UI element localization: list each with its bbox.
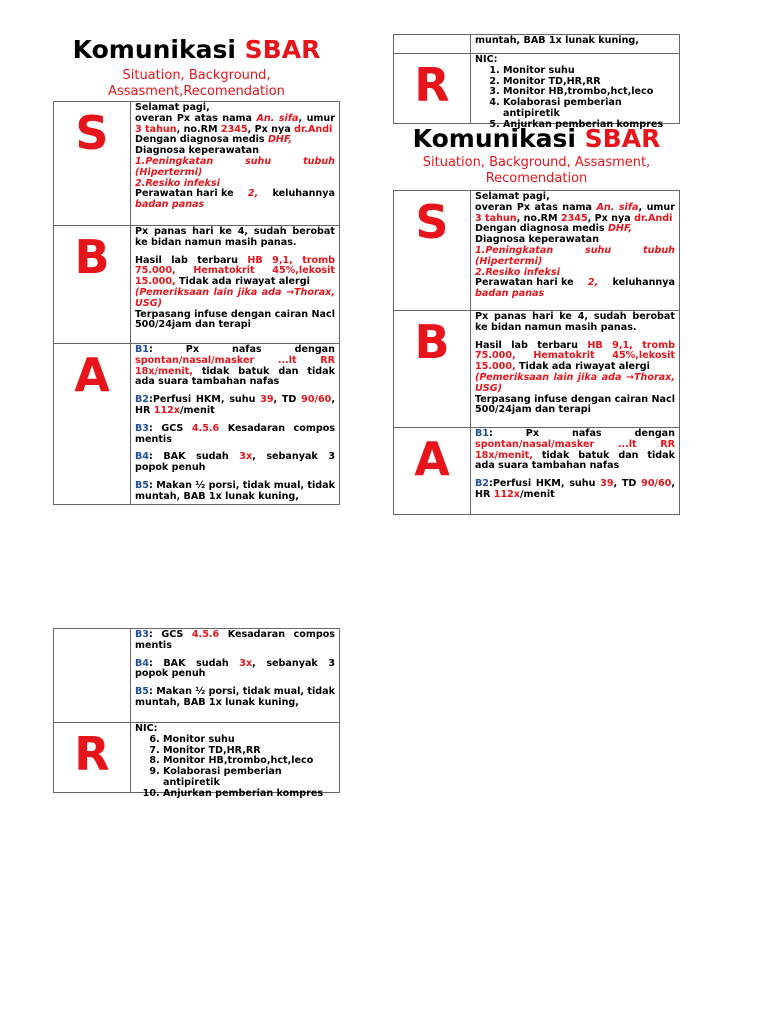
nic-item: 6. Monitor suhu: [163, 735, 335, 746]
nic-item: 4. Kolaborasi pemberian antipiretik: [503, 98, 675, 120]
assessment-tail-content: [471, 35, 679, 53]
nic-item: 1. Monitor suhu: [503, 66, 675, 77]
title-accent: SBAR: [244, 35, 321, 64]
b1-red: spontan/nasal/masker ...lt RR: [475, 438, 675, 450]
background-row: [394, 311, 680, 428]
recommendation-row: [394, 54, 680, 124]
letter-s: S: [75, 106, 109, 160]
background-content: [471, 311, 679, 427]
exam: (Pemeriksaan lain jika ada →Thorax, USG): [475, 371, 675, 394]
letter-cell: [54, 344, 131, 505]
title-accent: SBAR: [584, 124, 661, 153]
assessment-cont-row: [54, 629, 340, 723]
assessment-cell: [471, 428, 680, 515]
history: Px panas hari ke 4, sudah berobat ke bidan namun masih panas.: [135, 226, 335, 248]
recommendation-content: [471, 54, 679, 130]
infuse: Terpasang infuse dengan cairan Nacl 500/24jam dan terapi: [475, 393, 675, 416]
dx1-cont: (Hipertermi): [135, 166, 203, 178]
right-title: [393, 124, 680, 153]
b3: B3: GCS 4.5.6 Kesadaran compos mentis: [135, 422, 335, 445]
situation-row: [394, 191, 680, 311]
patient-line: overan Px atas nama An. sifa, umur 3 tahun, no.RM 2345, Px nya dr.Andi: [135, 112, 335, 135]
diagnosa-medis: Dengan diagnosa medis DHF,: [475, 223, 633, 235]
letter-cell: [54, 723, 131, 793]
title-main: Komunikasi: [412, 124, 576, 153]
nic-list: [135, 735, 335, 800]
nic-label: NIC:: [135, 723, 158, 734]
letter-cell-empty: [394, 35, 471, 54]
left-cont-card: [53, 628, 340, 799]
diagnosa-medis: Dengan diagnosa medis DHF,: [135, 134, 293, 146]
subtitle-line: Situation, Background, Assasment,: [422, 155, 651, 170]
b1: B1: Px nafas dengan: [135, 344, 335, 355]
dx1-cont: (Hipertermi): [475, 255, 543, 267]
b5-cont: muntah, BAB 1x lunak kuning,: [475, 35, 639, 46]
right-top-table: [393, 34, 680, 130]
letter-cell: [394, 54, 471, 124]
letter-b: B: [74, 230, 110, 284]
letter-cell: [394, 428, 471, 515]
letter-r: R: [414, 58, 450, 112]
assessment-cont-cell: [131, 629, 340, 723]
letter-cell: [394, 311, 471, 428]
b4: B4: BAK sudah 3x, sebanyak 3 popok penuh: [135, 451, 335, 474]
nic-label: NIC:: [475, 54, 498, 65]
assessment-cell: [131, 344, 340, 505]
background-row: [54, 226, 340, 344]
situation-cell: [471, 191, 680, 311]
b4: B4: BAK sudah 3x, sebanyak 3 popok penuh: [135, 657, 335, 680]
complaint: badan panas: [135, 199, 205, 211]
title-main: Komunikasi: [72, 35, 236, 64]
letter-a: A: [414, 432, 450, 486]
b2: B2:Perfusi HKM, suhu 39, TD 90/60, HR 112x/menit: [475, 478, 676, 500]
letter-b: B: [414, 315, 450, 369]
situation-row: [54, 102, 340, 226]
nic-item: 2. Monitor TD,HR,RR: [503, 77, 675, 88]
b5: B5: Makan ½ porsi, tidak mual, tidak muntah, BAB 1x lunak kuning,: [135, 686, 335, 708]
history: Px panas hari ke 4, sudah berobat ke bidan namun masih panas.: [475, 311, 675, 333]
b1-rest: 18x/menit, tidak batuk dan tidak ada suara tambahan nafas: [135, 365, 335, 388]
diagnosa-kep: Diagnosa keperawatan: [475, 234, 599, 246]
b5: B5: Makan ½ porsi, tidak mual, tidak muntah, BAB 1x lunak kuning,: [135, 479, 335, 502]
dx1: 1.Peningkatan suhu tubuh: [475, 244, 675, 256]
left-subtitle: [53, 68, 340, 100]
b3: B3: GCS 4.5.6 Kesadaran compos mentis: [135, 629, 335, 651]
left-title: [53, 35, 340, 64]
dx2: 2.Resiko infeksi: [475, 266, 560, 278]
letter-cell: [54, 102, 131, 226]
greeting: Selamat pagi,: [135, 102, 210, 113]
right-card: [393, 124, 680, 515]
right-sbar-table: [393, 190, 680, 515]
situation-cell: [131, 102, 340, 226]
dx1: 1.Peningkatan suhu tubuh: [135, 155, 335, 167]
nic-item: 8. Monitor HB,trombo,hct,leco: [163, 756, 335, 767]
nic-item: 5. Anjurkan pemberian kompres: [503, 120, 675, 131]
nic-item: 9. Kolaborasi pemberian antipiretik: [163, 767, 335, 789]
recommendation-content: [131, 723, 339, 799]
letter-cell-empty: [54, 629, 131, 723]
left-cont-table: [53, 628, 340, 799]
greeting: Selamat pagi,: [475, 191, 550, 202]
letter-cell: [54, 226, 131, 344]
subtitle-line: Recomendation: [485, 171, 588, 186]
subtitle-line: Assasment,Recomendation: [108, 84, 285, 99]
letter-cell: [394, 191, 471, 311]
diagnosa-kep: Diagnosa keperawatan: [135, 145, 259, 157]
assessment-cont-content: [131, 629, 339, 722]
assessment-tail-cell: [471, 35, 680, 54]
background-cell: [471, 311, 680, 428]
right-subtitle: [393, 155, 680, 187]
situation-content: [131, 102, 339, 225]
exam: (Pemeriksaan lain jika ada →Thorax, USG): [135, 286, 335, 309]
lab: Hasil lab terbaru HB 9,1, tromb 75.000, Hematokrit 45%,lekosit 15.000, Tidak ada riwayat alergi: [135, 254, 335, 288]
b1-red: spontan/nasal/masker ...lt RR: [135, 354, 335, 366]
letter-r: R: [74, 727, 110, 781]
left-sbar-table: [53, 101, 340, 505]
patient-line: overan Px atas nama An. sifa, umur 3 tahun, no.RM 2345, Px nya dr.Andi: [475, 201, 675, 224]
nic-item: 3. Monitor HB,trombo,hct,leco: [503, 87, 675, 98]
perawatan: Perawatan hari ke 2, keluhannya: [135, 188, 335, 200]
nic-item: 7. Monitor TD,HR,RR: [163, 746, 335, 757]
background-content: [131, 226, 339, 343]
subtitle-line: Situation, Background,: [122, 68, 271, 83]
recommendation-row: [54, 723, 340, 793]
assessment-row: [394, 428, 680, 515]
assessment-tail-row: [394, 35, 680, 54]
nic-list: [475, 66, 675, 131]
assessment-content: [471, 428, 679, 514]
dx2: 2.Resiko infeksi: [135, 177, 220, 189]
recommendation-cell: [131, 723, 340, 799]
b2: B2:Perfusi HKM, suhu 39, TD 90/60, HR 112x/menit: [135, 394, 336, 416]
b1: B1: Px nafas dengan: [475, 428, 675, 439]
recommendation-cell: [471, 54, 680, 130]
letter-a: A: [74, 348, 110, 402]
lab: Hasil lab terbaru HB 9,1, tromb 75.000, Hematokrit 45%,lekosit 15.000, Tidak ada riwayat alergi: [475, 339, 675, 373]
letter-s: S: [415, 195, 449, 249]
left-card: [53, 35, 340, 505]
assessment-content: [131, 344, 339, 504]
assessment-row: [54, 344, 340, 505]
perawatan: Perawatan hari ke 2, keluhannya: [475, 277, 675, 289]
situation-content: [471, 191, 679, 310]
background-cell: [131, 226, 340, 344]
infuse: Terpasang infuse dengan cairan Nacl 500/24jam dan terapi: [135, 308, 335, 331]
nic-item: 10. Anjurkan pemberian kompres: [163, 789, 335, 800]
right-top-card: [393, 34, 680, 130]
complaint: badan panas: [475, 288, 545, 300]
b1-rest: 18x/menit, tidak batuk dan tidak ada suara tambahan nafas: [475, 449, 675, 472]
